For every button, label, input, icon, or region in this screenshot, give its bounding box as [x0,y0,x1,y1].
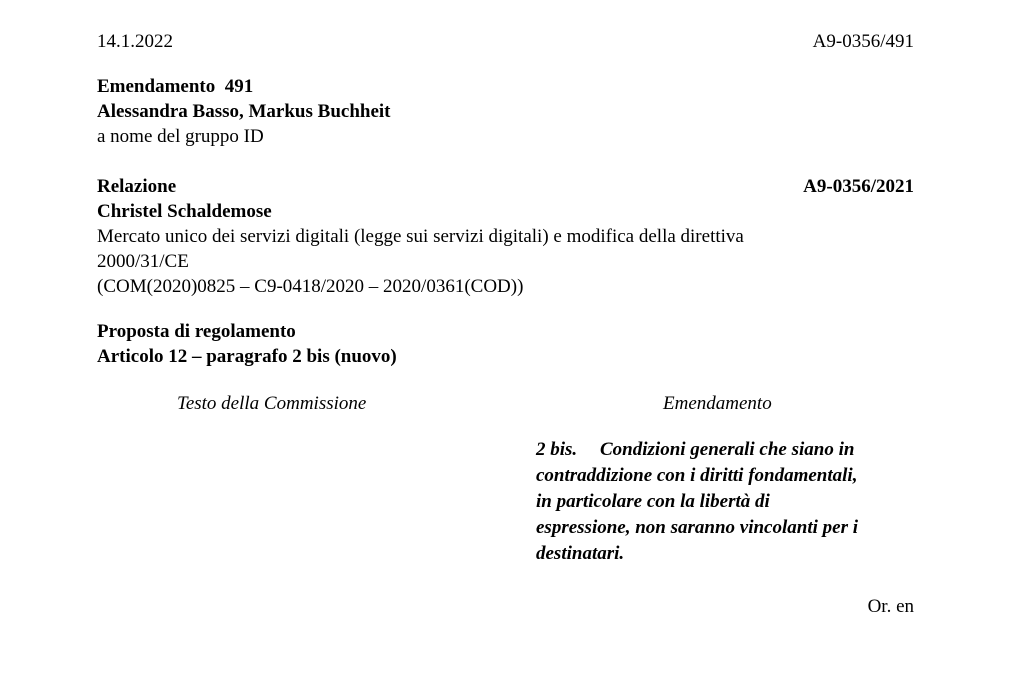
amendment-text-line-3: in particolare con la libertà di [536,491,770,512]
report-reference: A9-0356/2021 [803,176,914,197]
amendment-authors: Alessandra Basso, Markus Buchheit [97,101,391,122]
amendment-text-line-2: contraddizione con i diritti fondamentali, [536,465,858,486]
column-header-amendment: Emendamento [663,393,772,414]
article-reference: Articolo 12 – paragrafo 2 bis (nuovo) [97,346,397,367]
amendment-text-line-5: destinatari. [536,543,625,564]
report-subject-line-2: 2000/31/CE [97,251,189,272]
original-language: Or. en [867,596,914,617]
amendment-text-line-1: 2 bis. Condizioni generali che siano in [536,437,916,463]
paragraph-number: 2 bis. [536,439,578,460]
proposal-label: Proposta di regolamento [97,321,296,342]
amendment-text-line-4: espressione, non saranno vincolanti per i [536,517,858,538]
report-label: Relazione [97,176,177,197]
political-group: a nome del gruppo ID [97,126,264,147]
report-subject-line-1: Mercato unico dei servizi digitali (legge sui servizi digitali) e modifica della direttiva [97,226,744,247]
column-header-commission-text: Testo della Commissione [177,393,367,414]
document-date: 14.1.2022 [97,31,173,52]
amendment-title: Emendamento 491 [97,76,254,97]
procedure-reference: (COM(2020)0825 – C9-0418/2020 – 2020/0361(COD)) [97,276,524,297]
rapporteur-name: Christel Schaldemose [97,201,272,222]
amendment-text-block [536,437,916,567]
document-reference: A9-0356/491 [812,31,914,52]
